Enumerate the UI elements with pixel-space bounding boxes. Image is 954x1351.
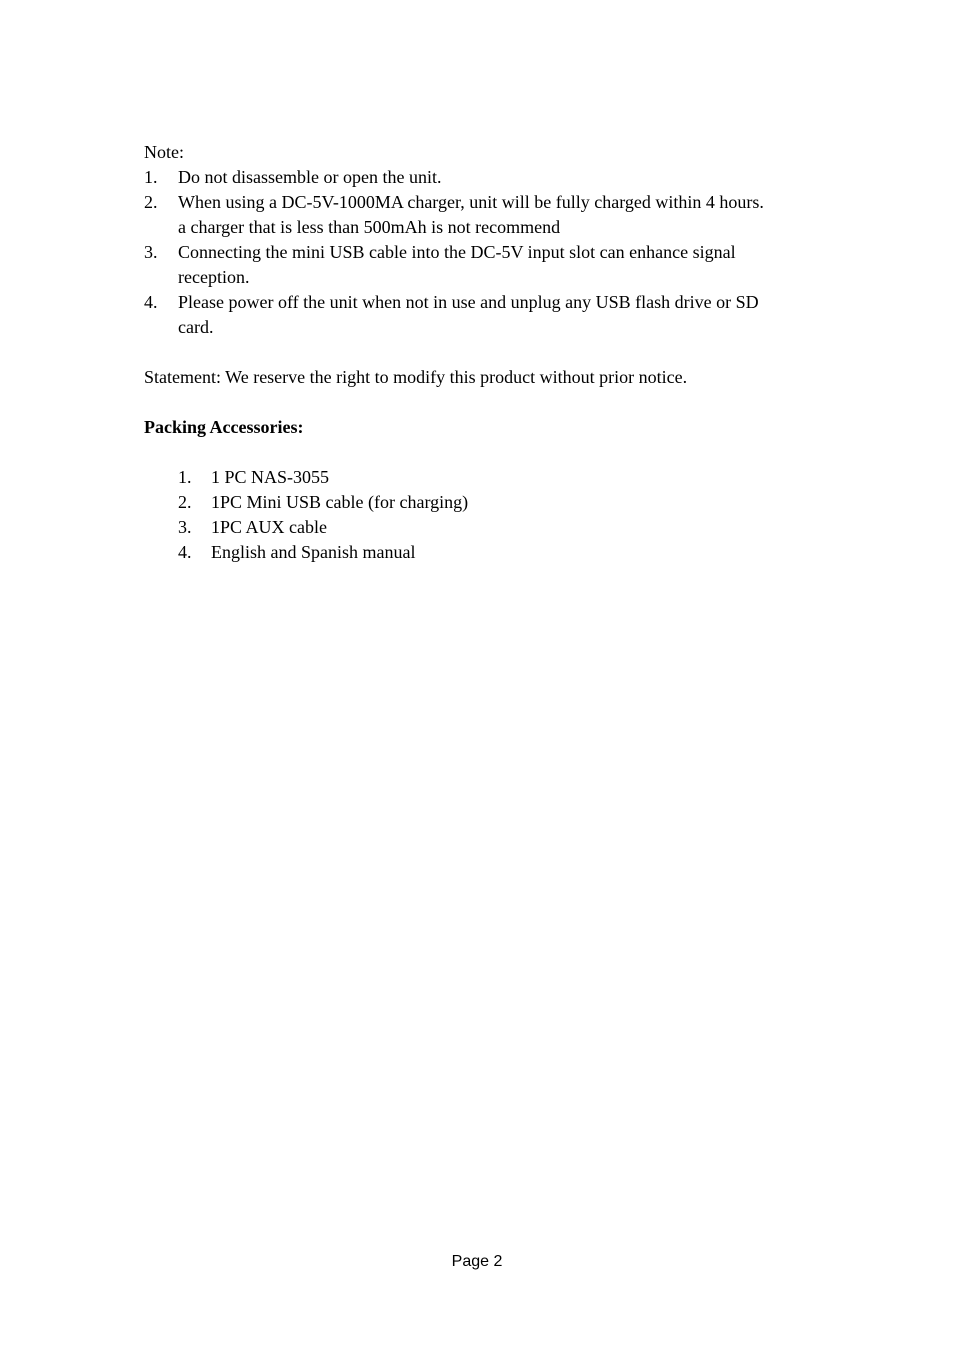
note-line: reception. [178, 267, 250, 287]
packing-text: 1 PC NAS-3055 [211, 467, 330, 487]
document-body [144, 140, 824, 565]
note-line: When using a DC-5V-1000MA charger, unit will be fully charged within 4 hours. [178, 192, 764, 212]
packing-item-2 [144, 490, 824, 515]
list-number: 3. [144, 242, 158, 262]
packing-text: 1PC AUX cable [211, 517, 327, 537]
note-text [178, 190, 824, 240]
list-number: 3. [178, 517, 192, 537]
note-item-1 [144, 165, 824, 190]
list-number: 2. [144, 192, 158, 212]
note-item-2 [144, 190, 824, 240]
list-number: 4. [178, 542, 192, 562]
statement: Statement: We reserve the right to modify this product without prior notice. [144, 367, 688, 387]
packing-item-1 [144, 465, 824, 490]
packing-text: English and Spanish manual [211, 542, 416, 562]
note-list [144, 165, 824, 340]
note-item-4 [144, 290, 824, 340]
packing-heading: Packing Accessories: [144, 417, 304, 437]
list-number: 1. [144, 167, 158, 187]
packing-item-3 [144, 515, 824, 540]
packing-text: 1PC Mini USB cable (for charging) [211, 492, 469, 512]
note-line: Do not disassemble or open the unit. [178, 167, 442, 187]
note-line: a charger that is less than 500mAh is not recommend [178, 217, 561, 237]
note-text [178, 290, 824, 340]
list-number: 1. [178, 467, 192, 487]
packing-list [144, 465, 824, 565]
list-number: 2. [178, 492, 192, 512]
note-text [178, 240, 824, 290]
note-text [178, 165, 824, 190]
note-line: card. [178, 317, 214, 337]
note-item-3 [144, 240, 824, 290]
page-number: Page 2 [451, 1253, 503, 1270]
note-line: Connecting the mini USB cable into the DC-5V input slot can enhance signal [178, 242, 736, 262]
note-heading: Note: [144, 142, 184, 162]
note-line: Please power off the unit when not in use and unplug any USB flash drive or SD [178, 292, 759, 312]
list-number: 4. [144, 292, 158, 312]
packing-item-4 [144, 540, 824, 565]
